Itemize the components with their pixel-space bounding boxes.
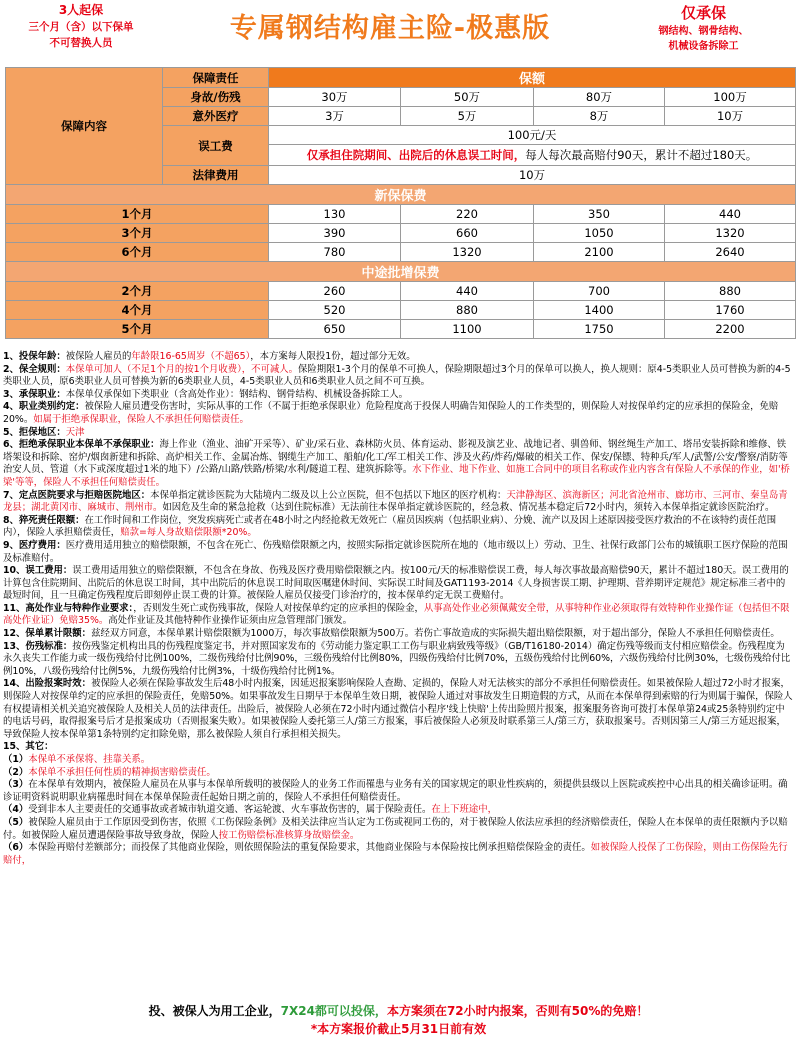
- mid-premium-header: 中途批增保费: [6, 262, 796, 282]
- premium-cell: 2640: [665, 243, 796, 262]
- term-heading: 10、误工费用：: [3, 565, 73, 577]
- term-text: 兹经双方同意，本保单累计赔偿限额为1000万，每次事故赔偿限额为500万。若伤亡事故造成的实际损失超出赔偿限额，对于超出部分，保险人不承担任何赔偿责任。: [91, 628, 780, 640]
- term-text: 被保险人雇员由于工作原因受到伤害，依照《工伤保险条例》及相关法律应当认定为工伤或视同工伤的，对于被保险人依法应承担的经济赔偿责任，保险人在本保单的责任限额内予以赔付。如被保险人雇员遭遇保险事故导致身故，保险人: [3, 816, 788, 841]
- term-text: 本保单仅承保如下类职业（含高处作业）：钢结构、钢骨结构、机械设备拆除工人。: [65, 388, 408, 400]
- premium-cell: 2100: [534, 243, 665, 262]
- premium-cell: 1760: [665, 301, 796, 320]
- premium-cell: 1100: [401, 320, 534, 339]
- only-cover-note: 仅承保: [680, 4, 726, 22]
- term-item: [3, 401, 793, 426]
- amount-header: 保额: [269, 68, 796, 88]
- short-term-note: 三个月（含）以下保单: [28, 21, 134, 33]
- premium-cell: 1050: [534, 224, 665, 243]
- term-heading: （6）: [3, 842, 29, 854]
- term-text: 误工费用适用独立的赔偿限额，不包含在身故、伤残及医疗费用赔偿限额之内。按100元/天的标准赔偿误工费，每人每次事故最高赔偿90天，累计不超过180天。误工费用的计算包含住院期间、出院后的休息误工时间，其中出院后的休息误工时间取医嘱建休时间、实际误工时间及GAT1193-2014《人身损害误工期、护理期、营养期评定规范》规定标准三者中的最短时间，且一旦确定伤残程度后即刻停止误工费的计算。被保险人雇员仅接受门诊治疗的，按本保单约定无误工费赔付。: [3, 565, 789, 602]
- new-premium-header: 新保保费: [6, 185, 796, 205]
- new-premium-period: 1个月: [6, 205, 269, 224]
- term-highlight: 本保单不承保将、挂靠关系。: [28, 754, 151, 765]
- term-heading: 5、拒保地区：: [3, 426, 66, 438]
- footer-employer-note: 投、被保人为用工企业，: [148, 1004, 281, 1018]
- premium-cell: 650: [269, 320, 401, 339]
- lost-wage-note-text: 每人每次最高赔付90天，累计不超过180天。: [525, 148, 758, 162]
- term-heading: （2）: [3, 766, 29, 778]
- term-text: 保险期限1-3个月的保单不可换人，保险期限超过3个月的保单可以换人，换人规则：原4-5类职业人员可替换为新的4-5类职业人员，原6类职业人员可替换为新的6类职业人员，4-5类职业人员和6类职业人员之间不可互换。: [3, 363, 791, 388]
- term-highlight: 年龄限16-65周岁（不超65）: [131, 351, 251, 362]
- term-item: [3, 842, 793, 867]
- term-highlight: 赔款=每人身故赔偿限额*20%。: [120, 527, 257, 539]
- term-heading: 6、拒绝承保职业本保单不承保职业：: [3, 439, 160, 451]
- footer-anytime-note: 7X24都可以投保，: [280, 1004, 387, 1018]
- term-item: [3, 540, 793, 565]
- term-text: 在工作时间和工作岗位，突发疾病死亡或者在48小时之内经抢救无效死亡（雇员因疾病（包括职业病）、分娩、流产以及因上述原因接受医疗救治的不在该特约责任范围内），保险人承担赔偿责任，: [3, 514, 777, 539]
- term-text: 被保险人雇员的: [65, 351, 132, 362]
- term-item: [3, 754, 793, 767]
- term-item: [3, 364, 793, 389]
- death-amount-cell: 80万: [534, 88, 665, 107]
- legal-fee-amount: 10万: [269, 166, 796, 185]
- term-item: [3, 767, 793, 780]
- mid-premium-period: 4个月: [6, 301, 269, 320]
- term-heading: （5）: [3, 816, 29, 828]
- term-heading: 7、定点医院要求与拒赔医院地区：: [3, 489, 151, 501]
- term-item: [3, 427, 793, 440]
- term-heading: 13、伤残标准：: [3, 640, 73, 652]
- term-highlight: 天津: [65, 426, 85, 438]
- lost-wage-note-red: 仅承担住院期间、出院后的休息误工时间，: [306, 148, 526, 162]
- premium-cell: 1750: [534, 320, 665, 339]
- term-highlight: 免赔35%。: [59, 615, 109, 627]
- premium-cell: 260: [269, 282, 401, 301]
- term-text: 被保险人必须在保险事故发生后48小时内报案，因延迟报案影响保险人查勘、定损的，保险人对无法核实的部分不承担任何赔偿责任。如果被保险人超过72小时才报案，则保险人对按保单约定的应承担的保险责任，免赔50%。如果事故发生日期早于本保单生效日期，被保险人通过对事故发生日期造假的方式，从而在本保单得到索赔的行为则属于骗保，保险人有权提请相关机关追究被保险人及相关人员的法律责任。出险后，被保险人必须在72小时内通过微信小程序'线上快赔'上传出险照片报案，报案服务咨询可拨打本保单第24或25条特别约定中的电话号码，取得报案号后才是报案成功（否则报案失败）。如果被保险人委托第三人/第三方报案，事后被保险人必须及时联系第三人/第三方，获取报案号。否则因第三人/第三方延迟报案，导致保险人按本保单第1条特别约定扣除免赔，那么被保险人须自行承担相关损失。: [3, 678, 793, 740]
- premium-cell: 1320: [665, 224, 796, 243]
- term-heading: 15、其它：: [3, 741, 54, 753]
- terms-list: [3, 351, 793, 867]
- death-amount-cell: 100万: [665, 88, 796, 107]
- coverage-section-label: 保障内容: [6, 68, 163, 185]
- premium-cell: 880: [665, 282, 796, 301]
- term-heading: 14、出险报案时效：: [3, 678, 92, 690]
- min-insured-note: 3人起保: [58, 3, 104, 17]
- term-item: [3, 565, 793, 603]
- footer-line1: [0, 1002, 797, 1020]
- term-highlight: 如属于拒绝承保职业，保险人不承担任何赔偿责任。: [33, 413, 249, 425]
- term-heading: （4）: [3, 804, 29, 816]
- premium-cell: 520: [269, 301, 401, 320]
- term-text: 海上作业（渔业、油矿开采等）、矿业/采石业、森林防火员、体育运动、影视及演艺业、战地记者、驯兽师、钢丝绳生产加工、塔吊安装拆除和维修、铁塔架设和拆除、窑炉/烟囱新建和拆除、高炉相关工作、金属冶炼、钢缆生产加工、船舶/化工/军工相关工作、涉及火药/炸药/爆破的相关工作、保安/保镖、特种兵/军人/武警/公安/警察/消防等治安人员、管道（水下或深度超过1米的地下）/公路/山路/铁路/桥梁/水利/隧道工程、建筑拆除等。: [3, 439, 788, 476]
- term-text: ，否则发生死亡或伤残事故，保险人对按保单约定的应承担的保险金，: [133, 602, 424, 614]
- new-premium-period: 6个月: [6, 243, 269, 262]
- term-highlight: 在上下班途中，: [431, 804, 498, 816]
- term-item: [3, 439, 793, 489]
- coverage-table: [5, 67, 796, 339]
- mid-premium-period: 2个月: [6, 282, 269, 301]
- liability-col-header: 保障责任: [163, 68, 269, 88]
- medical-amount-cell: 10万: [665, 107, 796, 126]
- term-highlight: 从事高处作业必须佩戴安全带，从事特种作业必须取得有效特种作业操作证（包括但不限高处作业证）: [3, 602, 790, 627]
- term-heading: 1、投保年龄：: [3, 351, 66, 362]
- term-item: [3, 678, 793, 741]
- term-item: [3, 628, 793, 641]
- lost-wage-label: 误工费: [163, 126, 269, 166]
- premium-cell: 440: [401, 282, 534, 301]
- term-heading: 11、高处作业与特种作业要求：: [3, 602, 134, 614]
- term-heading: 4、职业类别约定：: [3, 401, 85, 413]
- premium-cell: 350: [534, 205, 665, 224]
- medical-amount-cell: 3万: [269, 107, 401, 126]
- premium-cell: 2200: [665, 320, 796, 339]
- premium-cell: 1320: [401, 243, 534, 262]
- term-item: [3, 603, 793, 628]
- term-highlight: 按工伤赔偿标准核算身故赔偿金。: [218, 829, 360, 841]
- term-highlight: 水下作业、地下作业、: [412, 464, 507, 476]
- new-premium-period: 3个月: [6, 224, 269, 243]
- term-text: 医疗费用适用独立的赔偿限额，不包含在死亡、伤残赔偿限额之内，按照实际指定就诊医院所在地的（地市级以上）劳动、卫生、社保行政部门公布的城镇职工医疗保险的范围及标准赔付。: [3, 539, 788, 564]
- page-title: 专属钢结构雇主险-极惠版: [229, 13, 551, 44]
- term-text: ，本方案每人限投1份，超过部分无效。: [250, 351, 416, 362]
- premium-cell: 780: [269, 243, 401, 262]
- term-item: [3, 351, 793, 364]
- term-highlight: 天津静海区、滨海新区；河北省沧州市、廊坊市、三河市、秦皇岛青龙县；湖北黄冈市、麻城市、荆州市。: [3, 489, 788, 514]
- term-item: [3, 490, 793, 515]
- premium-cell: 700: [534, 282, 665, 301]
- term-item: [3, 817, 793, 842]
- term-item: [3, 779, 793, 804]
- term-text: 受到非本人主要责任的交通事故或者城市轨道交通、客运轮渡、火车事故伤害的，属于保险责任。: [28, 804, 432, 816]
- footer-validity-note: *本方案报价截止5月31日前有效: [310, 1022, 487, 1036]
- term-heading: 8、猝死责任限额：: [3, 514, 85, 526]
- no-replace-note: 不可替换人员: [49, 37, 113, 49]
- term-heading: 9、医疗费用：: [3, 539, 66, 551]
- term-highlight: 本保单不承担任何性质的精神损害赔偿责任。: [28, 766, 216, 778]
- death-amount-cell: 50万: [401, 88, 534, 107]
- header: [0, 0, 797, 66]
- lost-wage-amount: 100元/天: [269, 126, 796, 145]
- term-heading: （3）: [3, 779, 29, 791]
- header-left-note: [6, 2, 156, 51]
- premium-cell: 440: [665, 205, 796, 224]
- premium-cell: 660: [401, 224, 534, 243]
- term-heading: 12、保单累计限额：: [3, 628, 92, 640]
- term-text: 高处作业证及其他特种作业操作证须由应急管理部门颁发。: [108, 615, 352, 627]
- medical-amount-cell: 8万: [534, 107, 665, 126]
- term-highlight: 如施工合同中的项目名称或作业内容含有保险人不承保的作业，如'桥梁'等等，保险人不承担任何赔偿责任。: [3, 464, 790, 488]
- cover-types-line2: 机械设备拆除工: [668, 41, 739, 52]
- death-disability-label: 身故/伤残: [163, 88, 269, 107]
- term-item: [3, 389, 793, 402]
- legal-fee-label: 法律费用: [163, 166, 269, 185]
- cover-types-line1: 钢结构、钢骨结构、: [658, 26, 749, 37]
- medical-label: 意外医疗: [163, 107, 269, 126]
- death-amount-cell: 30万: [269, 88, 401, 107]
- term-heading: 3、承保职业：: [3, 388, 66, 400]
- footer: [0, 1002, 797, 1038]
- premium-cell: 130: [269, 205, 401, 224]
- premium-cell: 1400: [534, 301, 665, 320]
- mid-premium-period: 5个月: [6, 320, 269, 339]
- term-highlight: 如被保险人投保了工伤保险，则由工伤保险先行赔付，: [3, 842, 788, 866]
- term-text: 如因危及生命的紧急抢救（达到住院标准）无法前往本保单指定就诊医院的，经急救、情况基本稳定后72小时内，须转入本保单指定就诊医院治疗。: [162, 502, 775, 514]
- premium-cell: 390: [269, 224, 401, 243]
- term-text: 本保单指定就诊医院为大陆境内二级及以上公立医院，但不包括以下地区的医疗机构：: [150, 489, 507, 501]
- term-text: 在本保单有效期内，被保险人雇员在从事与本保单所载明的被保险人的业务工作而罹患与业务有关的国家规定的职业性疾病的，须提供县级以上医院或疾控中心出具的相关确诊证明。确诊证明资料说明职业病罹患时间在本保单保险责任起始日期之前的，保险人不承担任何赔偿责任。: [3, 779, 788, 803]
- term-text: 本保险再赔付差额部分；而投保了其他商业保险，则依照保险法的重复保险要求，其他商业保险与本保险按比例承担赔偿保险金的责任。: [28, 842, 591, 854]
- term-highlight: 本保单可加人（不足1个月的按1个月收费），不可减人。: [65, 363, 299, 375]
- term-item: [3, 515, 793, 540]
- header-right-note: [610, 2, 797, 54]
- term-item: [3, 741, 793, 754]
- term-text: 按伤残鉴定机构出具的伤残程度鉴定书，并对照国家发布的《劳动能力鉴定职工工伤与职业病致残等级》（GB/T16180-2014）确定伤残等级而支付相应赔偿金。伤残程度为永久丧失工作能力或一级伤残给付比例100%，二级伤残给付比例90%，三级伤残给付比例80%，四级伤残给付比例70%，五级伤残给付比例60%，六级伤残给付比例30%，七级伤残给付比例10%，八级伤残给付比例5%，九级伤残给付比例3%，十级伤残给付比例1%。: [3, 640, 791, 677]
- lost-wage-note: [269, 145, 796, 166]
- premium-cell: 880: [401, 301, 534, 320]
- term-heading: 2、保全规则：: [3, 363, 66, 375]
- footer-report-note: 本方案须在72小时内报案，否则有50%的免赔！: [386, 1004, 649, 1018]
- medical-amount-cell: 5万: [401, 107, 534, 126]
- premium-cell: 220: [401, 205, 534, 224]
- term-item: [3, 641, 793, 679]
- term-text: 被保险人雇员遭受伤害时，实际从事的工作（不属于拒绝承保职业）危险程度高于投保人明确告知保险人的工作类型的，则保险人对按保单约定的应承担的保险金，免赔20%。: [3, 401, 779, 425]
- term-heading: （1）: [3, 754, 29, 765]
- term-item: [3, 804, 793, 817]
